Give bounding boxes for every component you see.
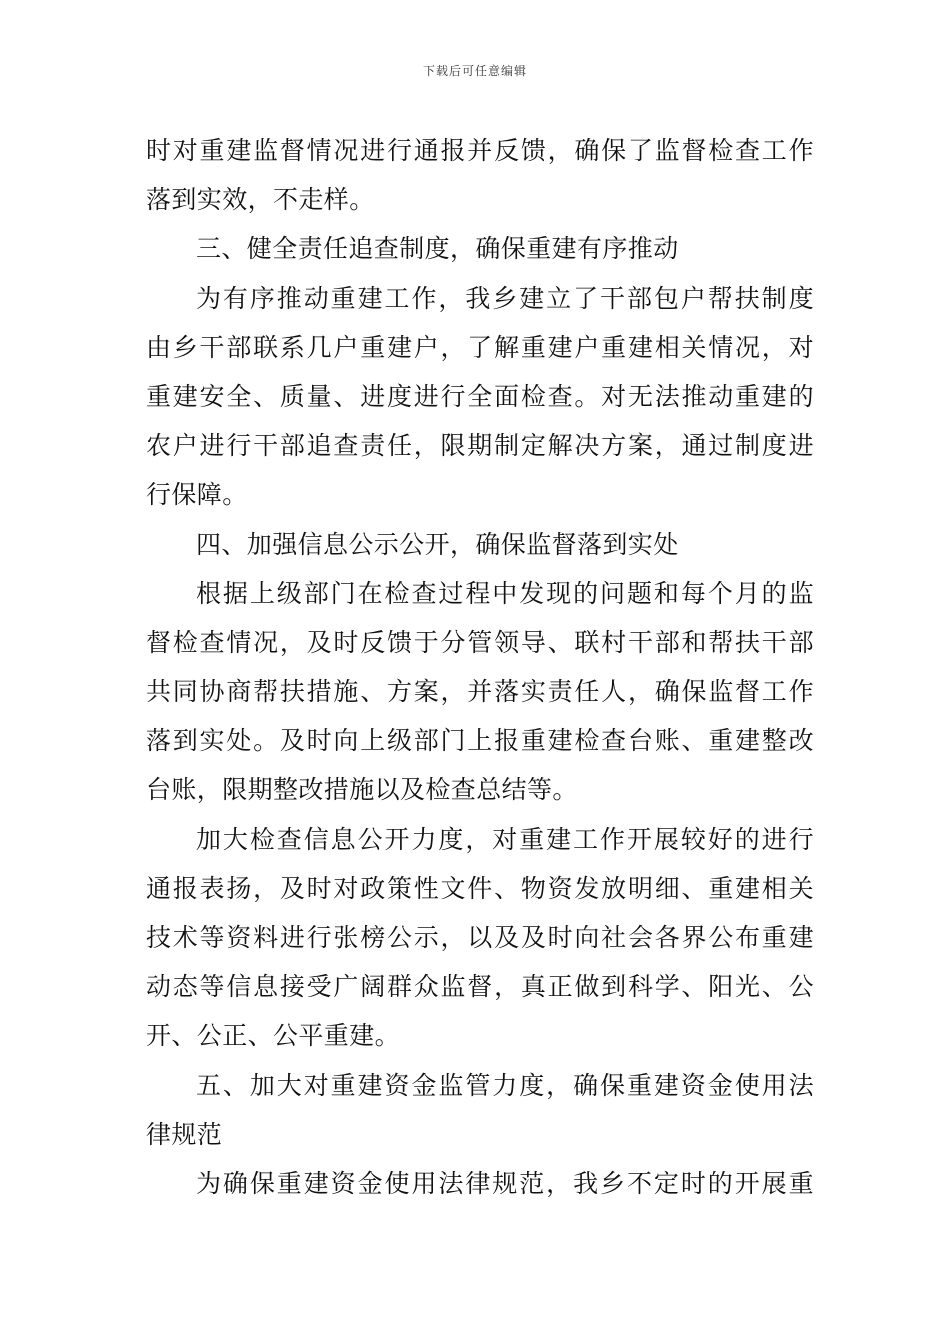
text-line-7: 农户进行干部追查责任，限期制定解决方案，通过制度进: [146, 431, 814, 461]
text-line-6: 重建安全、质量、进度进行全面检查。对无法推动重建的: [146, 381, 814, 411]
text-line-8: 行保障。: [146, 480, 248, 510]
text-line-14: 台账，限期整改措施以及检查总结等。: [146, 775, 578, 805]
text-line-4: 为有序推动重建工作，我乡建立了干部包户帮扶制度: [196, 283, 814, 313]
text-line-13: 落到实处。及时向上级部门上报重建检查台账、重建整改: [146, 726, 814, 756]
text-line-15: 加大检查信息公开力度，对重建工作开展较好的进行: [196, 824, 814, 854]
text-line-21: 律规范: [146, 1119, 223, 1149]
text-line-12: 共同协商帮扶措施、方案，并落实责任人，确保监督工作: [146, 677, 814, 707]
text-line-1: 时对重建监督情况进行通报并反馈，确保了监督检查工作: [146, 136, 814, 165]
section-heading-3: 三、健全责任追查制度，确保重建有序推动: [196, 234, 679, 264]
section-heading-5: 五、加大对重建资金监管力度，确保重建资金使用法: [196, 1070, 814, 1100]
text-line-22: 为确保重建资金使用法律规范，我乡不定时的开展重: [196, 1168, 814, 1198]
text-line-18: 动态等信息接受广阔群众监督，真正做到科学、阳光、公: [146, 972, 814, 1002]
text-line-19: 开、公正、公平重建。: [146, 1021, 401, 1051]
text-line-17: 技术等资料进行张榜公示，以及及时向社会各界公布重建: [146, 923, 814, 952]
text-line-16: 通报表扬，及时对政策性文件、物资发放明细、重建相关: [146, 873, 814, 903]
text-line-5: 由乡干部联系几户重建户，了解重建户重建相关情况，对: [146, 332, 814, 362]
page-header: 下载后可任意编辑: [422, 64, 527, 78]
text-line-11: 督检查情况，及时反馈于分管领导、联村干部和帮扶干部: [146, 627, 814, 657]
text-line-10: 根据上级部门在检查过程中发现的问题和每个月的监: [196, 578, 814, 608]
section-heading-4: 四、加强信息公示公开，确保监督落到实处: [196, 529, 679, 559]
text-line-2: 落到实效，不走样。: [146, 185, 375, 215]
document-body: [146, 126, 814, 1208]
